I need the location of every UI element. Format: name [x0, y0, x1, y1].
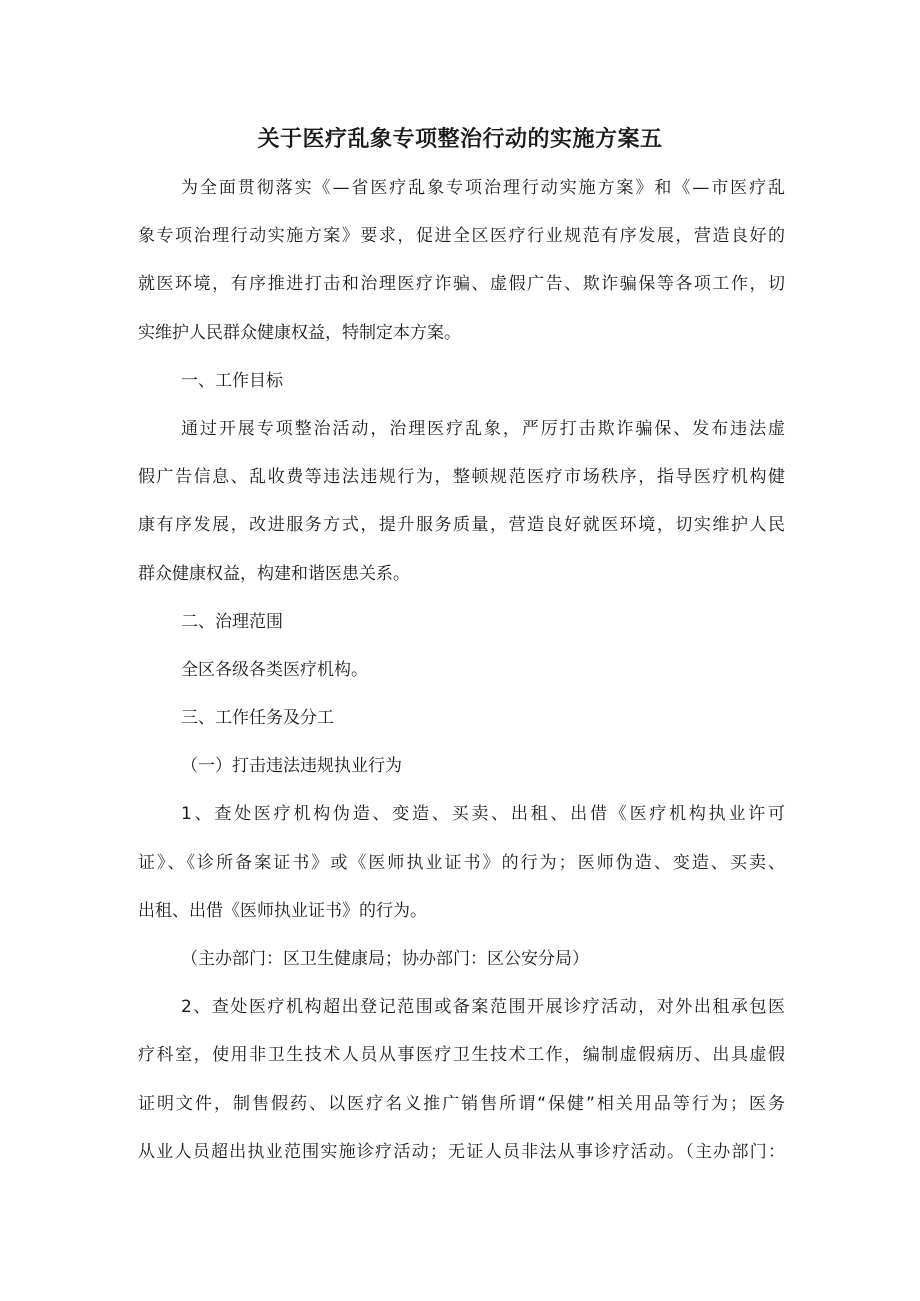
paragraph-line: （一）打击违法违规执业行为 [181, 756, 402, 777]
paragraph [138, 646, 785, 694]
document-body [138, 164, 785, 1176]
paragraph-line: 出租、出借《医师执业证书》的行为。 [138, 900, 427, 921]
paragraph-line: 证》、《诊所备案证书》或《医师执业证书》的行为；医师伪造、变造、买卖、 [138, 852, 785, 873]
paragraph-line: 通过开展专项整治活动，治理医疗乱象，严厉打击欺诈骗保、发布违法虚 [181, 418, 785, 439]
paragraph-line: 为全面贯彻落实《—省医疗乱象专项治理行动实施方案》和《—市医疗乱 [181, 178, 785, 198]
page-title: 关于医疗乱象专项整治行动的实施方案五 [257, 127, 663, 152]
paragraph-line: 疗科室，使用非卫生技术人员从事医疗卫生技术工作，编制虚假病历、出具虚假 [138, 1045, 785, 1066]
paragraph-line: 证明文件，制售假药、以医疗名义推广销售所谓“保健”相关用品等行为；医务 [138, 1093, 785, 1114]
paragraph [138, 598, 785, 646]
paragraph-line: 全区各级各类医疗机构。 [181, 659, 368, 680]
paragraph-line: 1、查处医疗机构伪造、变造、买卖、出租、出借《医疗机构执业许可 [181, 804, 785, 825]
paragraph-line: 就医环境，有序推进打击和治理医疗诈骗、虚假广告、欺诈骗保等各项工作，切 [138, 274, 785, 295]
paragraph-line: 象专项治理行动实施方案》要求，促进全区医疗行业规范有序发展，营造良好的 [138, 226, 785, 247]
paragraph-line: 二、治理范围 [181, 611, 283, 632]
paragraph [138, 357, 785, 405]
paragraph-line: 一、工作目标 [181, 370, 283, 391]
paragraph-line: 三、工作任务及分工 [181, 708, 334, 729]
paragraph-line: 实维护人民群众健康权益，特制定本方案。 [138, 322, 461, 343]
paragraph-line: 从业人员超出执业范围实施诊疗活动；无证人员非法从事诊疗活动。（主办部门： [138, 1141, 785, 1162]
paragraph [138, 983, 785, 1176]
paragraph [138, 742, 785, 790]
paragraph-line: 群众健康权益，构建和谐医患关系。 [138, 563, 410, 584]
paragraph [138, 935, 785, 983]
paragraph [138, 790, 785, 935]
paragraph-line: 假广告信息、乱收费等违法违规行为，整顿规范医疗市场秩序，指导医疗机构健 [138, 467, 785, 488]
paragraph [138, 164, 785, 357]
paragraph-line: 康有序发展，改进服务方式，提升服务质量，营造良好就医环境，切实维护人民 [138, 515, 785, 536]
paragraph [138, 405, 785, 598]
paragraph [138, 694, 785, 742]
paragraph-line: 2、查处医疗机构超出登记范围或备案范围开展诊疗活动，对外出租承包医 [181, 997, 785, 1018]
paragraph-line: （主办部门：区卫生健康局；协办部门：区公安分局） [181, 949, 589, 969]
